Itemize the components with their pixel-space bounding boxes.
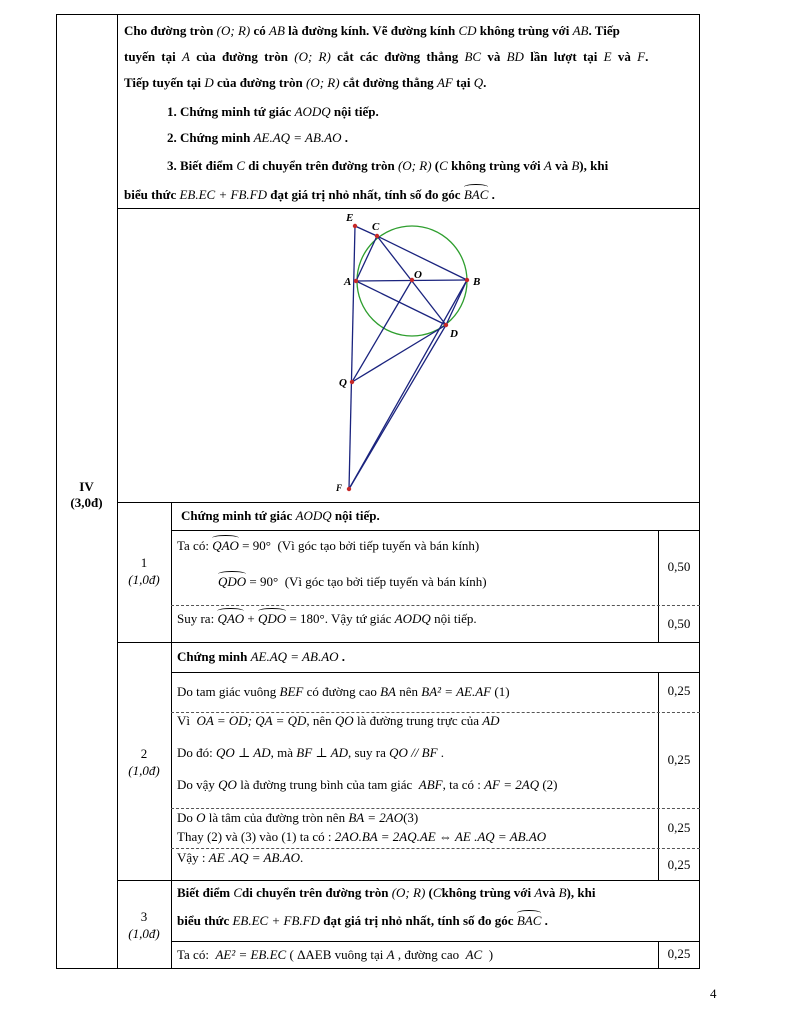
part2-score-4: 0,25 <box>667 857 691 872</box>
label-C: C <box>372 221 380 233</box>
part1-line-2: QDO = 90° (Vì góc tạo bởi tiếp tuyến và bán kính) <box>218 574 487 589</box>
part1-line-1: Ta có: QAO = 90° (Vì góc tạo bởi tiếp tuyến và bán kính) <box>177 538 480 553</box>
label-Q: Q <box>339 377 347 389</box>
part2-end-line <box>117 880 700 881</box>
part1-number: 1 <box>140 555 148 570</box>
figure-lines <box>349 226 467 489</box>
question-1: 1. Chứng minh tứ giác AODQ nội tiếp. <box>167 104 379 119</box>
section-points: (3,0đ) <box>70 495 103 510</box>
part2-row-3: Do đó: QO ⊥ AD, mà BF ⊥ AD, suy ra QO // BF . <box>177 745 445 760</box>
col-divider-part <box>171 502 172 969</box>
problem-line-1: Cho đường tròn (O; R) có AB là đường kính. Vẽ đường kính CD không trùng với AB. Tiếp <box>124 23 620 38</box>
part1-line-3: Suy ra: QAO + QDO = 180°. Vậy tứ giác AODQ nội tiếp. <box>177 611 477 626</box>
part3-points: (1,0đ) <box>128 926 160 941</box>
part3-row-1: Ta có: AE² = EB.EC ( ΔAEB vuông tại A , đường cao AC ) <box>177 947 494 962</box>
label-E: E <box>346 212 354 224</box>
page-number: 4 <box>710 986 717 1001</box>
part3-score-1: 0,25 <box>667 946 691 961</box>
label-O: O <box>414 269 422 281</box>
problem-line-3: Tiếp tuyến tại D của đường tròn (O; R) cắt đường thẳng AF tại Q. <box>124 75 487 90</box>
part3-header-2: biểu thức EB.EC + FB.FD đạt giá trị nhỏ nhất, tính số đo góc BAC . <box>177 913 548 928</box>
question-3-line-2: biểu thức EB.EC + FB.FD đạt giá trị nhỏ nhất, tính số đo góc BAC . <box>124 187 495 202</box>
part2-points: (1,0đ) <box>128 763 160 778</box>
part2-row-2: Vì OA = OD; QA = QD, nên QO là đường trung trực của AD <box>177 713 500 728</box>
question-2: 2. Chứng minh AE.AQ = AB.AO . <box>167 130 349 145</box>
row-divider-figure <box>117 502 700 503</box>
part1-dash <box>171 605 700 606</box>
part1-header-line <box>171 530 700 531</box>
part2-row-4: Do vậy QO là đường trung bình của tam giác ABF, ta có : AF = 2AQ (2) <box>177 777 558 792</box>
part2-score-2: 0,25 <box>667 752 691 767</box>
part1-end-line <box>117 642 700 643</box>
part2-row-1: Do tam giác vuông BEF có đường cao BA nên BA² = AE.AF (1) <box>177 684 510 699</box>
part2-number: 2 <box>140 746 148 761</box>
question-3-line-1: 3. Biết điểm C di chuyển trên đường tròn (O; R) (C không trùng với A và B), khi <box>167 158 609 173</box>
part2-header: Chứng minh AE.AQ = AB.AO . <box>177 649 346 664</box>
part2-score-1: 0,25 <box>667 683 691 698</box>
part2-score-3: 0,25 <box>667 820 691 835</box>
part2-row-7: Vậy : AE .AQ = AB.AO. <box>177 850 304 865</box>
geometry-figure <box>117 208 700 502</box>
label-A: A <box>344 276 352 288</box>
part3-number: 3 <box>140 909 148 924</box>
label-F: F <box>336 483 343 493</box>
part3-header-line <box>171 941 700 942</box>
label-B: B <box>473 276 481 288</box>
part2-row-6: Thay (2) và (3) vào (1) ta có : 2AO.BA = 2AQ.AE ⇔ AE .AQ = AB.AO <box>177 829 547 844</box>
part1-score-1: 0,50 <box>667 559 691 574</box>
section-roman: IV <box>79 479 94 494</box>
part2-header-line <box>171 672 700 673</box>
part2-row-5: Do O là tâm của đường tròn nên BA = 2AO(3) <box>177 810 419 825</box>
part1-points: (1,0đ) <box>128 572 160 587</box>
problem-line-2: tuyến tại A của đường tròn (O; R) cắt các đường thẳng BC và BD lần lượt tại E và F. <box>124 49 649 64</box>
part1-score-2: 0,50 <box>667 616 691 631</box>
figure-points <box>347 224 469 491</box>
part1-header: Chứng minh tứ giác AODQ nội tiếp. <box>181 508 380 523</box>
part3-header-1: Biết điểm Cdi chuyển trên đường tròn (O; R) (Ckhông trùng với Avà B), khi <box>177 885 596 900</box>
label-D: D <box>450 328 458 340</box>
